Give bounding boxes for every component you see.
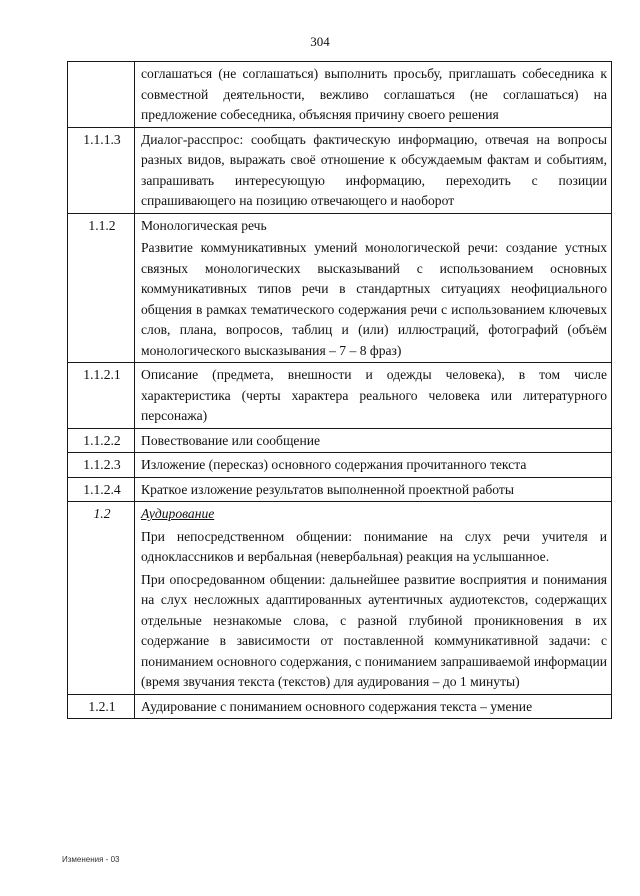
row-content — [135, 694, 612, 719]
table-row — [68, 428, 612, 453]
row-content — [135, 477, 612, 502]
row-paragraph: Повествование или сообщение — [141, 432, 321, 448]
row-paragraph: При непосредственном общении: понимание на слух речи учителя и одноклассников и вербальная (невербальная) реакция на услышанное. — [141, 528, 607, 564]
row-paragraph: Изложение (пересказ) основного содержания прочитанного текста — [141, 457, 527, 472]
row-paragraph: соглашаться (не соглашаться) выполнить просьбу, приглашать собеседника к совместной деятельности, вежливо соглашаться (не соглашаться) на предложение собеседника, объясняя причину своего решения — [141, 66, 607, 122]
row-code: 1.1.1.3 — [68, 127, 135, 213]
row-paragraph: Краткое изложение результатов выполненной проектной работы — [141, 481, 514, 497]
row-paragraph: При опосредованном общении: дальнейшее развитие восприятия и понимания на слух несложных адаптированных аутентичных аудиотекстов, содержащих отдельные незнакомые слова, с разной глубиной проникновения в их содержание в зависимости от поставленной коммуникативной задачи: с пониманием основного содержания, с пониманием запрашиваемой информации (время звучания текста (текстов) для аудирования – до 1 минуты) — [141, 571, 607, 689]
row-content — [135, 453, 612, 478]
row-paragraph: Диалог-расспрос: сообщать фактическую информацию, отвечая на вопросы разных видов, выражать своё отношение к обсуждаемым фактам и событиям, запрашивать интересующую информацию, переходить с позиции спрашивающего на позицию отвечающего и наоборот — [141, 131, 607, 208]
row-code: 1.2.1 — [68, 694, 135, 719]
row-heading: Аудирование — [141, 506, 215, 521]
row-code: 1.1.2.1 — [68, 363, 135, 429]
row-code: 1.1.2.4 — [68, 477, 135, 502]
row-code: 1.1.2.2 — [68, 428, 135, 453]
row-code: 1.2 — [68, 502, 135, 695]
row-paragraph: Аудирование с пониманием основного содержания текста – умение — [141, 698, 533, 714]
table-row — [68, 62, 612, 128]
row-content — [135, 363, 612, 429]
row-paragraph: Развитие коммуникативных умений монологической речи: создание устных связных монологических высказываний с использованием основных коммуникативных типов речи в стандартных ситуациях неофициального общения в рамках тематического содержания речи с использованием ключевых слов, плана, вопросов, таблиц и (или) иллюстраций, фотографий (объём монологического высказывания – 7 – 8 фраз) — [141, 240, 607, 358]
row-code — [68, 62, 135, 128]
row-content — [135, 213, 612, 363]
table-body — [68, 62, 612, 719]
row-heading: Монологическая речь — [141, 217, 267, 233]
row-content — [135, 428, 612, 453]
table-row — [68, 477, 612, 502]
page-number: 304 — [310, 34, 330, 49]
table-row — [68, 213, 612, 363]
row-content — [135, 62, 612, 128]
table-row — [68, 363, 612, 429]
row-code: 1.1.2.3 — [68, 453, 135, 478]
row-content — [135, 502, 612, 695]
table-row — [68, 127, 612, 213]
table-row — [68, 453, 612, 478]
table-row — [68, 694, 612, 719]
row-code: 1.1.2 — [68, 213, 135, 363]
footer-revision-note: Изменения - 03 — [62, 855, 120, 864]
table-row — [68, 502, 612, 695]
row-content — [135, 127, 612, 213]
row-paragraph: Описание (предмета, внешности и одежды человека), в том числе характеристика (черты характера реального человека или литературного персонажа) — [141, 367, 607, 423]
curriculum-table — [67, 61, 612, 719]
